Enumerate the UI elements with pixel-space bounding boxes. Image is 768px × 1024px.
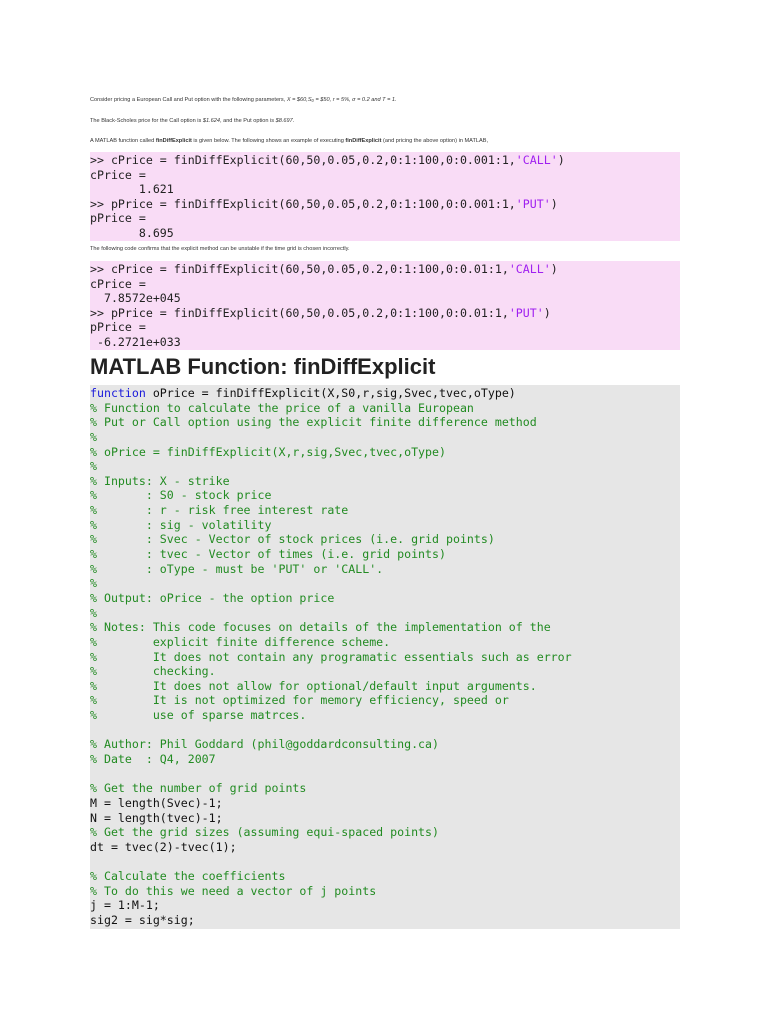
func-text-pre: A MATLAB function called <box>90 138 156 144</box>
command-close-paren: ) <box>557 153 565 167</box>
code-comment-line: % explicit finite difference scheme. <box>90 634 391 649</box>
code-line: j = 1:M-1; <box>90 898 160 913</box>
command-code: cPrice = <box>90 167 146 182</box>
code-line: sig2 = sig*sig; <box>90 913 195 928</box>
command-code: >> pPrice = finDiffExplicit(60,50,0.05,0.2,0:1:100,0:0.001:1, <box>90 196 516 211</box>
option-type-string: 'CALL' <box>508 262 551 276</box>
option-type-string: 'PUT' <box>515 196 551 211</box>
command-line <box>90 168 680 183</box>
command-code: 1.621 <box>90 182 174 197</box>
bs-put-price: $8.697 <box>275 118 293 124</box>
command-line <box>90 291 680 306</box>
code-comment-line: % It does not contain any programatic essentials such as error <box>90 649 572 664</box>
code-comment-line: % To do this we need a vector of j points <box>90 883 377 898</box>
code-line <box>90 767 680 782</box>
bs-call-price: $1.624 <box>202 118 220 124</box>
command-line <box>90 335 680 350</box>
code-comment-line: % Notes: This code focuses on details of the implementation of the <box>90 620 551 635</box>
code-comment-line: % checking. <box>90 664 216 679</box>
bs-text-pre: The Black-Scholes price for the Call option is <box>90 118 203 124</box>
code-comment-line: % Function to calculate the price of a vanilla European <box>90 400 474 415</box>
code-line: M = length(Svec)-1; <box>90 795 223 810</box>
command-code: 8.695 <box>90 225 174 240</box>
code-comment-line: % Author: Phil Goddard (phil@goddardconsulting.ca) <box>90 737 440 752</box>
section-heading: MATLAB Function: finDiffExplicit <box>90 354 436 379</box>
code-line <box>90 723 680 738</box>
code-line <box>90 855 680 870</box>
code-comment-line: % Inputs: X - strike <box>90 473 230 488</box>
command-line <box>90 197 680 212</box>
code-comment-line: % <box>90 605 97 620</box>
command-code: pPrice = <box>90 320 146 335</box>
command-code: -6.2721e+033 <box>90 334 181 349</box>
command-line <box>90 262 680 277</box>
command-close-paren: ) <box>550 196 558 211</box>
code-comment-line: % oPrice = finDiffExplicit(X,r,sig,Svec,tvec,oType) <box>90 444 446 459</box>
function-code-block <box>90 385 680 929</box>
func-name-2: finDiffExplicit <box>345 138 382 144</box>
code-line-function <box>90 386 680 401</box>
command-line <box>90 277 680 292</box>
code-comment-line: % Get the grid sizes (assuming equi-spaced points) <box>90 825 440 840</box>
code-comment-line: % It does not allow for optional/default input arguments. <box>90 678 537 693</box>
example-unstable-block <box>90 261 680 350</box>
code-comment-line: % : S0 - stock price <box>90 488 272 503</box>
code-comment-line: % It is not optimized for memory efficiency, speed or <box>90 693 509 708</box>
function-intro-paragraph <box>90 137 488 145</box>
code-comment-line: % : sig - volatility <box>90 517 272 532</box>
code-comment-line: % <box>90 429 97 444</box>
code-comment-line: % Get the number of grid points <box>90 781 307 796</box>
command-code: >> pPrice = finDiffExplicit(60,50,0.05,0.2,0:1:100,0:0.01:1, <box>90 305 509 320</box>
option-type-string: 'PUT' <box>508 305 544 320</box>
command-line <box>90 320 680 335</box>
command-code: 7.8572e+045 <box>90 291 181 306</box>
code-comment-line: % : oType - must be 'PUT' or 'CALL'. <box>90 561 384 576</box>
intro-text: Consider pricing a European Call and Put option with the following parameters, <box>90 97 287 103</box>
command-line <box>90 153 680 168</box>
func-text-mid: is given below. The following shows an example of executing <box>191 138 346 144</box>
command-line <box>90 182 680 197</box>
func-name: finDiffExplicit <box>155 138 192 144</box>
code-comment-line: % Date : Q4, 2007 <box>90 752 216 767</box>
command-line <box>90 211 680 226</box>
black-scholes-paragraph <box>90 117 294 125</box>
intro-paragraph <box>90 96 397 104</box>
code-comment-line: % <box>90 576 97 591</box>
code-comment-line: % Calculate the coefficients <box>90 869 286 884</box>
command-code: >> cPrice = finDiffExplicit(60,50,0.05,0.2,0:1:100,0:0.01:1, <box>90 262 509 276</box>
command-code: cPrice = <box>90 276 146 291</box>
command-code: pPrice = <box>90 211 146 226</box>
command-line <box>90 306 680 321</box>
code-line: N = length(tvec)-1; <box>90 810 223 825</box>
code-line: dt = tvec(2)-tvec(1); <box>90 839 237 854</box>
code-comment-line: % <box>90 459 97 474</box>
code-comment-line: % : tvec - Vector of times (i.e. grid points) <box>90 547 446 562</box>
option-parameters: X = $60,S₀ = $50, r = 5%, σ = 0.2 and T = 1. <box>286 97 397 103</box>
code-comment-line: % Put or Call option using the explicit finite difference method <box>90 415 537 430</box>
code-comment-line: % : r - risk free interest rate <box>90 503 349 518</box>
command-close-paren: ) <box>550 262 558 276</box>
code-comment-line: % : Svec - Vector of stock prices (i.e. grid points) <box>90 532 495 547</box>
bs-text-end: . <box>292 118 295 124</box>
code-comment-line: % Output: oPrice - the option price <box>90 590 335 605</box>
option-type-string: 'CALL' <box>515 153 558 167</box>
function-keyword: function <box>90 386 146 400</box>
unstable-note: The following code confirms that the explicit method can be unstable if the time grid is chosen incorrectly. <box>90 246 350 252</box>
function-signature: oPrice = finDiffExplicit(X,S0,r,sig,Svec,tvec,oType) <box>145 386 516 400</box>
command-code: >> cPrice = finDiffExplicit(60,50,0.05,0.2,0:1:100,0:0.001:1, <box>90 153 516 167</box>
func-text-end: (and pricing the above option) in MATLAB, <box>381 138 488 144</box>
example-stable-block <box>90 152 680 241</box>
code-comment-line: % use of sparse matrces. <box>90 708 307 723</box>
bs-text-mid: , and the Put option is <box>219 118 276 124</box>
command-close-paren: ) <box>543 305 551 320</box>
command-line <box>90 226 680 241</box>
